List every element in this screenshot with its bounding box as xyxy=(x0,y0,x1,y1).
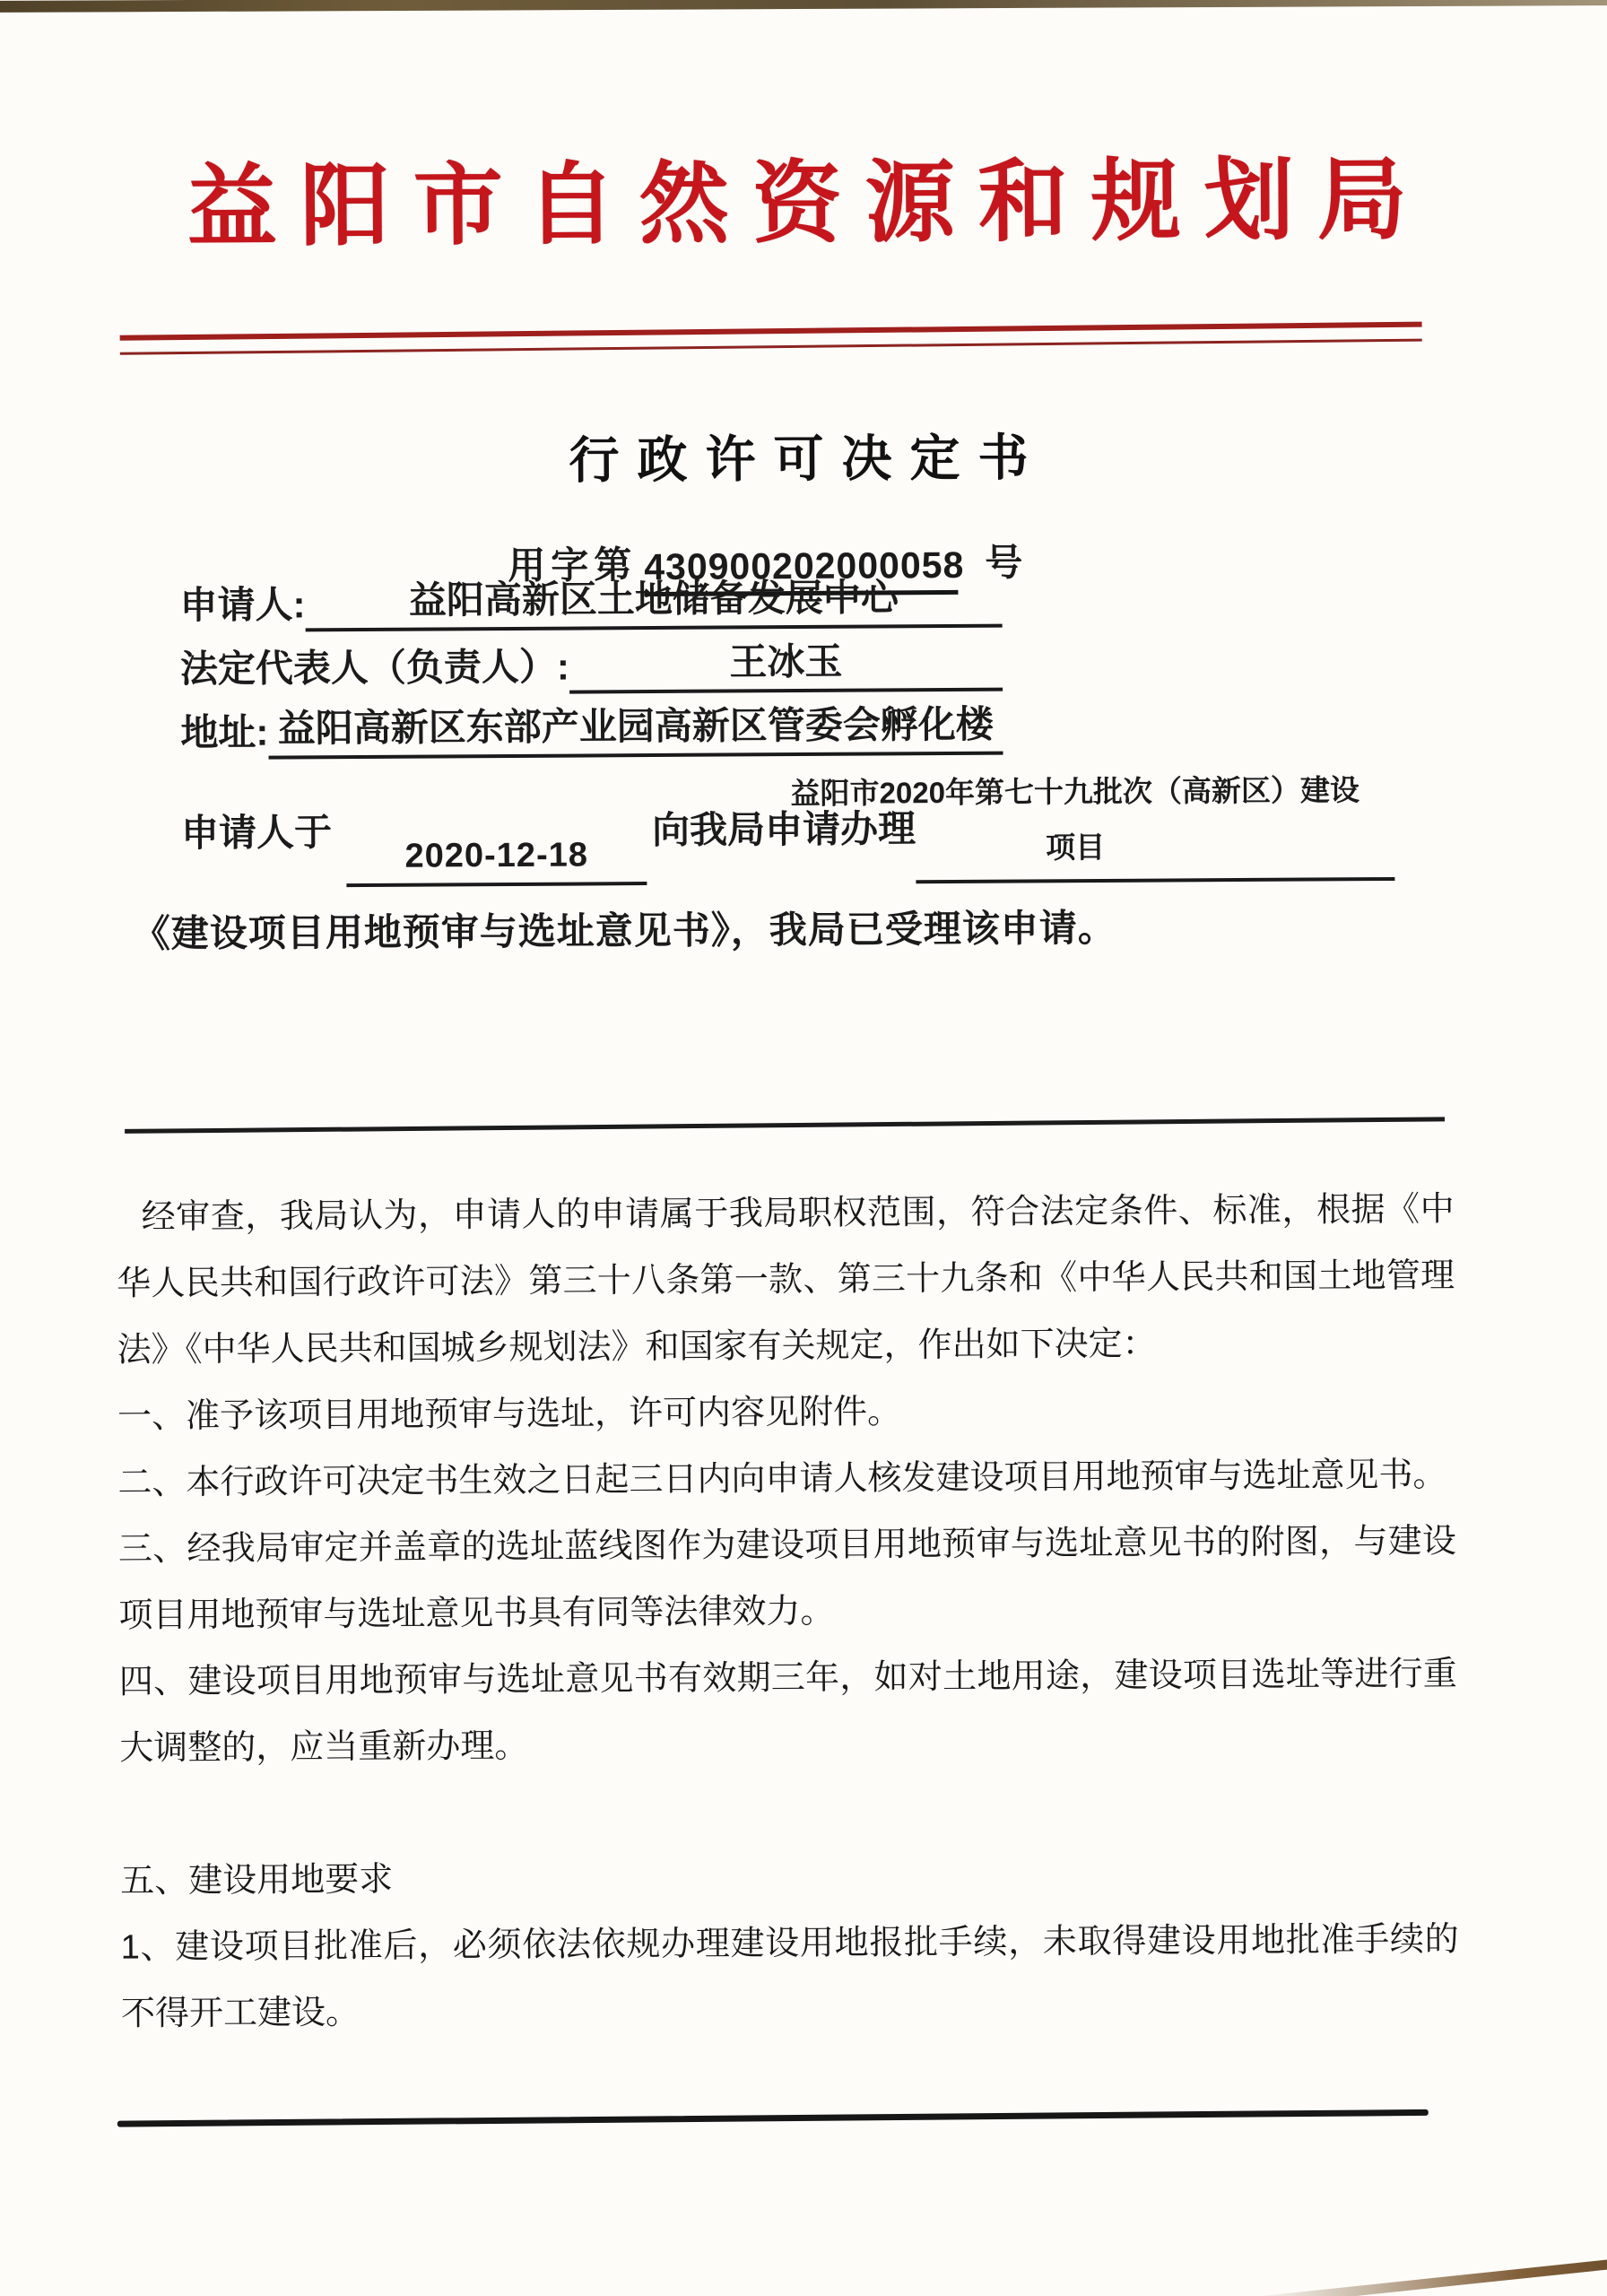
field-row-legal-representative xyxy=(180,628,1003,697)
decision-item-4: 四、建设项目用地预审与选址意见书有效期三年，如对土地用途，建设项目选址等进行重大调整的，应当重新办理。 xyxy=(118,1655,1457,1768)
applicant-fields xyxy=(179,564,1003,761)
decision-item-3: 三、经我局审定并盖章的选址蓝线图作为建设项目用地预审与选址意见书的附图，与建设项目用地预审与选址意见书具有同等法律效力。 xyxy=(117,1522,1457,1635)
decision-body xyxy=(116,1177,1459,2048)
document-number-prefix: 用字第 xyxy=(508,545,638,587)
applicant-value: 益阳高新区土地储备发展中心 xyxy=(408,576,899,622)
acceptance-statement: 《建设项目用地预审与选址意见书》，我局已受理该申请。 xyxy=(132,906,1116,955)
document-number-value: 430900202000058 xyxy=(644,544,965,588)
project-name-line1: 益阳市2020年第七十九批次（高新区）建设 xyxy=(790,773,1360,811)
project-name-line2: 项目 xyxy=(1046,830,1106,865)
legal-representative-label: 法定代表人（负责人）: xyxy=(179,645,570,691)
field-row-applicant xyxy=(179,564,1002,633)
application-lead-text: 申请人于 xyxy=(180,811,333,855)
application-project-blank xyxy=(790,755,1395,883)
letterhead-divider-thick-line xyxy=(120,322,1422,341)
application-middle-text: 向我局申请办理 xyxy=(651,807,916,852)
applicant-blank xyxy=(305,568,1002,632)
field-row-address xyxy=(180,691,1003,761)
decision-intro-paragraph: 经审查，我局认为，申请人的申请属于我局职权范围，符合法定条件、标准，根据《中华人民共和国行政许可法》第三十八条第一款、第三十九条和《中华人民共和国土地管理法》《中华人民共和国城乡规划法》和国家有关规定，作出如下决定： xyxy=(117,1190,1455,1370)
footer-line xyxy=(117,2109,1429,2127)
agency-letterhead-title: 益阳市自然资源和规划局 xyxy=(187,150,1431,258)
application-project-name xyxy=(751,762,1401,877)
application-date: 2020-12-18 xyxy=(404,836,589,875)
decision-item-2: 二、本行政许可决定书生效之日起三日内向申请人核发建设项目用地预审与选址意见书。 xyxy=(117,1456,1447,1502)
application-sentence xyxy=(181,759,1395,888)
legal-representative-blank xyxy=(569,631,1003,694)
section-divider-line xyxy=(125,1117,1445,1134)
land-use-requirement-1: 1、建设项目批准后，必须依法依规办理建设用地报批手续，未取得建设用地批准手续的不得开工建设。 xyxy=(120,1920,1459,2033)
letterhead-divider xyxy=(120,322,1422,355)
application-date-blank xyxy=(346,836,647,887)
letterhead-divider-thin-line xyxy=(120,339,1422,355)
legal-representative-value: 王冰玉 xyxy=(729,639,843,683)
applicant-label: 申请人: xyxy=(179,583,306,627)
document-title: 行政许可决定书 xyxy=(569,430,1047,490)
land-use-requirements-heading: 五、建设用地要求 xyxy=(120,1860,394,1900)
address-value: 益阳高新区东部产业园高新区管委会孵化楼 xyxy=(277,702,994,750)
document-number-suffix: 号 xyxy=(985,543,1029,585)
address-label: 地址: xyxy=(180,710,269,754)
address-blank xyxy=(268,695,1003,760)
decision-item-1: 一、准予该项目用地预审与选址，许可内容见附件。 xyxy=(117,1393,902,1436)
